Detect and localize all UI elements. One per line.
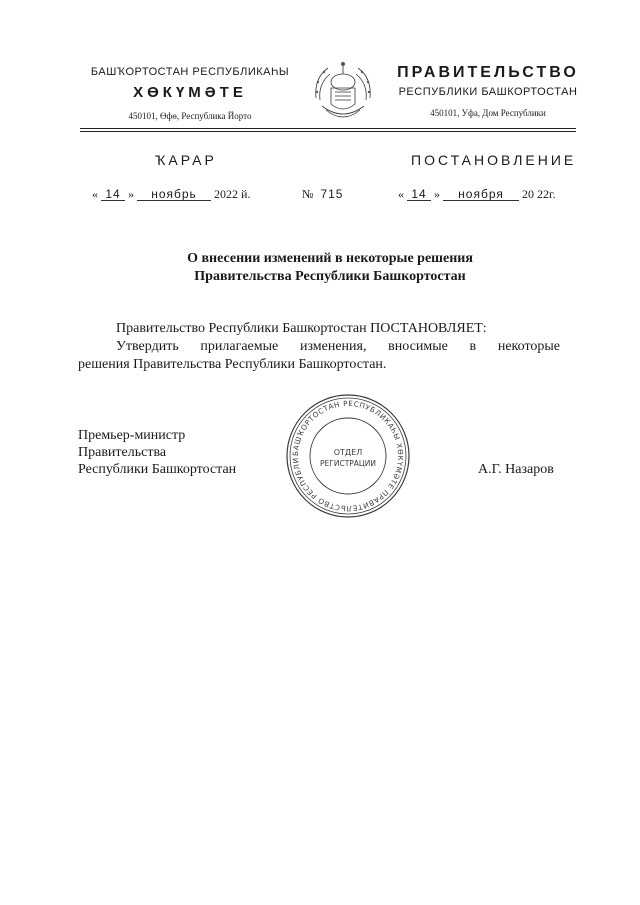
date-right-day: 14 xyxy=(407,188,431,201)
header-right-line1: ПРАВИТЕЛЬСТВО xyxy=(397,64,579,81)
signature-role-line3: Республики Башкортостан xyxy=(78,462,237,477)
document-title-line1: О внесении изменений в некоторые решения xyxy=(187,251,473,266)
header-divider-top xyxy=(80,128,576,129)
document-title xyxy=(90,250,570,286)
signature-role-line1: Премьер-министр xyxy=(78,428,186,443)
stamp-seal-icon xyxy=(285,393,411,519)
date-left-open-quote: « xyxy=(92,187,98,201)
header-divider-bottom xyxy=(80,131,576,132)
header-right-address: 450101, Уфа, Дом Республики xyxy=(430,108,546,118)
stamp-outer-text: БАШҠОРТОСТАН РЕСПУБЛИКАҺЫ ХӨКҮМӘТЕ ПРАВИТЕЛЬСТВО РЕСПУБЛИ xyxy=(290,398,406,514)
stamp-center-line1: ОТДЕЛ xyxy=(333,448,363,457)
body-line3: решения Правительства Республики Башкортостан. xyxy=(78,357,387,372)
emblem-icon xyxy=(308,60,378,126)
header-left xyxy=(80,66,300,121)
date-left-year: 2022 й. xyxy=(214,187,251,201)
date-right-month: ноября xyxy=(443,188,519,201)
date-right-open-quote: « xyxy=(398,187,404,201)
date-right-year: 20 22г. xyxy=(522,187,556,201)
header-right xyxy=(388,64,588,118)
body-line2: Утвердить прилагаемые изменения, вносимые в некоторые xyxy=(116,339,560,354)
header-left-line1: БАШҠОРТОСТАН РЕСПУБЛИКАҺЫ xyxy=(90,66,290,78)
date-left-month: ноябрь xyxy=(137,188,211,201)
stamp-center-line2: РЕГИСТРАЦИИ xyxy=(320,459,376,468)
date-right xyxy=(398,187,556,202)
doc-type-right: ПОСТАНОВЛЕНИЕ xyxy=(411,152,577,168)
body-line1: Правительство Республики Башкортостан ПОСТАНОВЛЯЕТ: xyxy=(116,321,487,336)
registration-stamp xyxy=(285,393,411,519)
document-title-line2: Правительства Республики Башкортостан xyxy=(194,269,466,284)
header-left-line2: ХӨКҮМӘТЕ xyxy=(133,84,247,101)
doc-number xyxy=(302,187,343,202)
date-right-close-quote: » xyxy=(434,187,440,201)
date-left-day: 14 xyxy=(101,188,125,201)
doc-number-value: 715 xyxy=(320,187,344,201)
header-right-line2: РЕСПУБЛИКИ БАШКОРТОСТАН xyxy=(398,86,578,98)
coat-of-arms-emblem xyxy=(308,60,378,126)
signature-role xyxy=(78,427,236,478)
doc-number-sign: № xyxy=(302,187,314,201)
signature-role-line2: Правительства xyxy=(78,445,167,460)
date-left xyxy=(92,187,250,202)
date-left-close-quote: » xyxy=(128,187,134,201)
signature-name: А.Г. Назаров xyxy=(478,462,554,477)
header-left-address: 450101, Өфө, Республика Йорто xyxy=(128,111,252,121)
doc-type-left: ҠАРАР xyxy=(155,152,217,168)
